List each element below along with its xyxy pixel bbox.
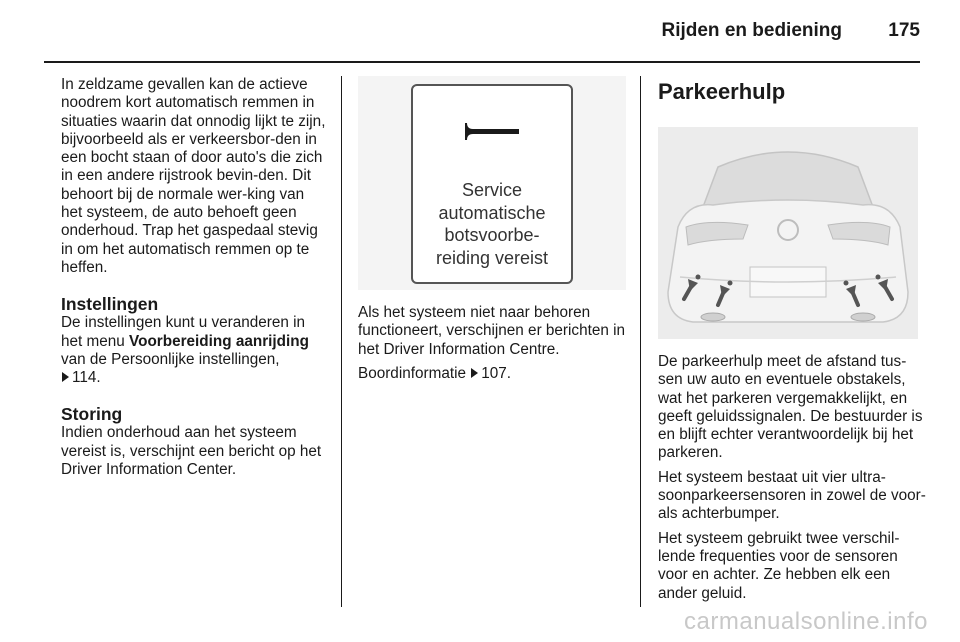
column-2	[358, 76, 626, 389]
service-message-line: reiding vereist	[435, 247, 549, 268]
column-divider	[341, 76, 342, 607]
service-message-line: Service	[461, 180, 523, 200]
page-reference-icon	[62, 372, 69, 382]
fault-paragraph: Indien onderhoud aan het systeem vereist is, verschijnt een bericht op het Driver Information Center.	[61, 424, 322, 479]
info-page-ref[interactable]: 107.	[481, 364, 512, 382]
settings-paragraph	[61, 314, 329, 387]
settings-text-after: van de Persoonlijke instellingen,	[61, 350, 280, 368]
service-message-text	[413, 179, 571, 269]
intro-paragraph: In zeldzame gevallen kan de actieve noodrem kort automatisch remmen in situaties waarin dat onnodig lijkt te zijn, bijvoorbeeld als er verkeersbor-den in een bocht staan of door auto's die zich in een andere rijstrook bevin-den. Dit behoort bij de normale wer-king van het systeem, de auto behoeft geen onderhoud. Trap het gaspedaal stevig in om het automatisch remmen op te heffen.	[61, 76, 326, 276]
parking-assist-paragraph-1: De parkeerhulp meet de afstand tus-sen uw auto en eventuele obstakels, wat het parkeren vergemakkelijkt, en geeft geluidssignalen. De bestuurder is en blijft echter verantwoordelijk bij het parkeren.	[658, 353, 923, 462]
wrench-icon	[465, 118, 521, 140]
page-reference-icon	[471, 368, 478, 378]
settings-heading: Instellingen	[61, 294, 159, 315]
malfunction-paragraph: Als het systeem niet naar behoren functioneert, verschijnen er berichten in het Driver Information Centre.	[358, 304, 625, 358]
page-number: 175	[888, 20, 920, 41]
service-message-line: botsvoorbe-	[444, 225, 540, 245]
car-rear-illustration	[658, 127, 918, 339]
service-message-line: automatische	[438, 202, 546, 223]
info-reference-text: Boordinformatie	[358, 364, 466, 382]
dic-message-figure	[358, 76, 626, 290]
section-title: Parkeerhulp	[658, 79, 786, 104]
column-3	[658, 76, 926, 609]
column-divider	[640, 76, 641, 607]
settings-text: De instellingen kunt u veranderen in het menu	[61, 314, 306, 350]
page-header	[0, 0, 960, 62]
fault-heading: Storing	[61, 404, 123, 425]
info-reference-paragraph	[358, 365, 626, 383]
parking-assist-paragraph-2: Het systeem bestaat uit vier ultra-soonparkeersensoren in zowel de voor- als achterbumper.	[658, 468, 926, 523]
header-divider	[44, 61, 920, 63]
page-title: Rijden en bediening	[661, 20, 842, 41]
parking-assist-paragraph-3: Het systeem gebruikt twee verschil-lende frequenties voor de sensoren voor en achter. Ze hebben elk een ander geluid.	[658, 529, 900, 602]
watermark: carmanualsonline.info	[684, 608, 928, 635]
service-message-display	[411, 84, 573, 284]
car-rear-image	[658, 127, 918, 339]
column-1	[61, 76, 329, 485]
settings-menu-name: Voorbereiding aanrijding	[129, 332, 309, 350]
settings-page-ref[interactable]: 114.	[72, 369, 101, 387]
